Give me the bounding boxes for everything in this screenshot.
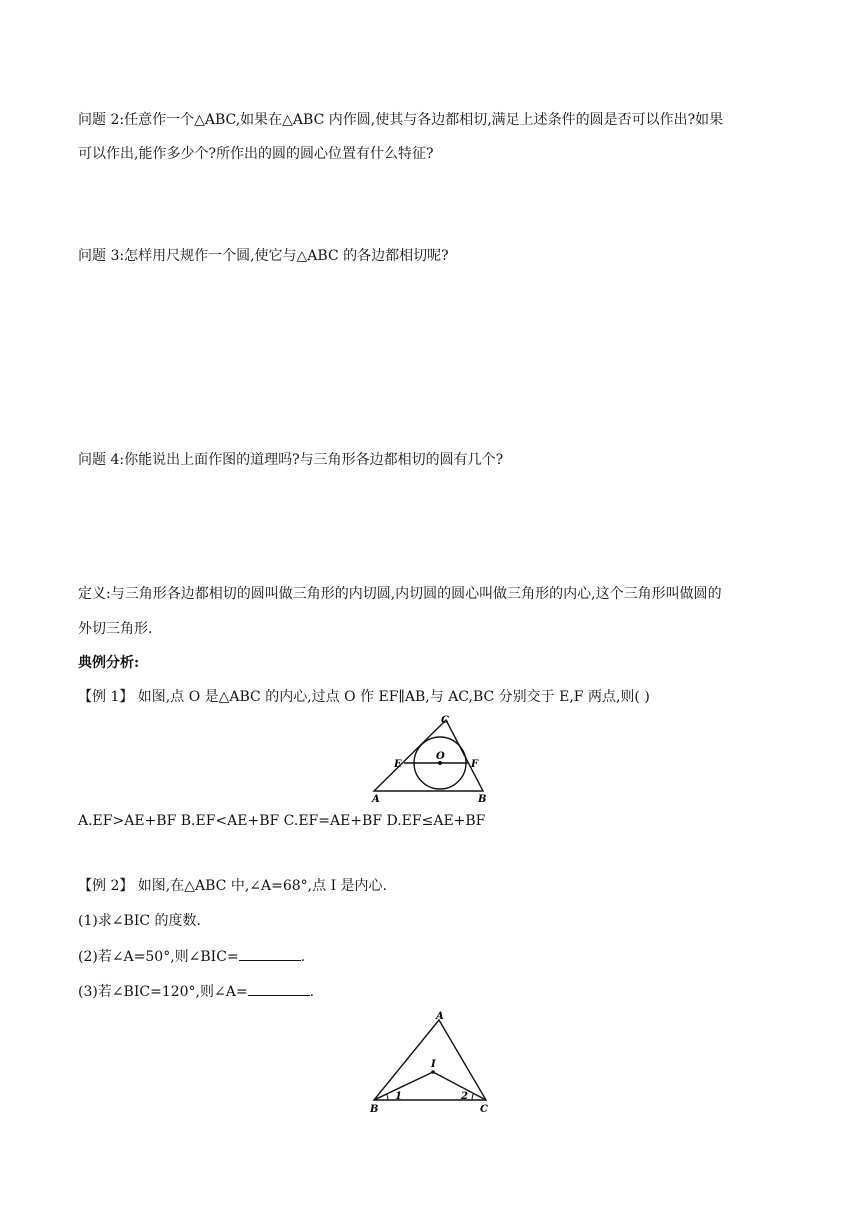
label-a: A bbox=[436, 1011, 444, 1022]
definition-line-2: 外切三角形. bbox=[78, 621, 153, 637]
example-2-figure bbox=[364, 1006, 500, 1118]
label-i: I bbox=[431, 1059, 436, 1070]
label-c: C bbox=[441, 715, 449, 726]
example-1-figure bbox=[366, 710, 496, 806]
label-b: B bbox=[370, 1104, 379, 1115]
label-f: F bbox=[471, 759, 479, 770]
section-title: 典例分析: bbox=[78, 655, 140, 671]
triangle-abc bbox=[374, 1020, 486, 1100]
question-2-line-2: 可以作出,能作多少个?所作出的圆的圆心位置有什么特征? bbox=[78, 146, 434, 162]
label-c: C bbox=[480, 1104, 488, 1115]
example-2-part-3 bbox=[78, 981, 314, 1001]
part-3-suffix: . bbox=[309, 984, 315, 1000]
label-b: B bbox=[478, 794, 487, 805]
example-2-part-2 bbox=[78, 946, 305, 966]
triangle-abc bbox=[374, 720, 483, 791]
angle-1-arc bbox=[387, 1094, 388, 1100]
part-3-prefix: (3)若∠BIC=120°,则∠A= bbox=[78, 984, 248, 1000]
example-1-stem: 【例 1】 如图,点 O 是△ABC 的内心,过点 O 作 EF∥AB,与 AC,BC 分别交于 E,F 两点,则( ) bbox=[78, 689, 650, 705]
question-4: 问题 4:你能说出上面作图的道理吗?与三角形各边都相切的圆有几个? bbox=[78, 452, 504, 468]
label-a: A bbox=[372, 794, 380, 805]
label-e: E bbox=[394, 759, 402, 770]
label-angle-1: 1 bbox=[395, 1091, 402, 1102]
example-2-stem: 【例 2】 如图,在△ABC 中,∠A=68°,点 I 是内心. bbox=[78, 878, 388, 894]
part-2-answer-blank[interactable] bbox=[239, 946, 301, 961]
segment-bi bbox=[374, 1072, 433, 1100]
part-3-answer-blank[interactable] bbox=[248, 981, 310, 996]
example-2-part-1: (1)求∠BIC 的度数. bbox=[78, 913, 201, 929]
definition-line-1: 定义:与三角形各边都相切的圆叫做三角形的内切圆,内切圆的圆心叫做三角形的内心,这个三角形叫做圆的 bbox=[78, 586, 722, 602]
label-o: O bbox=[436, 751, 445, 762]
example-1-options: A.EF>AE+BF B.EF<AE+BF C.EF=AE+BF D.EF≤AE+BF bbox=[78, 813, 486, 829]
part-2-suffix: . bbox=[300, 949, 306, 965]
question-2-line-1: 问题 2:任意作一个△ABC,如果在△ABC 内作圆,使其与各边都相切,满足上述条件的圆是否可以作出?如果 bbox=[78, 112, 724, 128]
part-2-prefix: (2)若∠A=50°,则∠BIC= bbox=[78, 949, 239, 965]
label-angle-2: 2 bbox=[461, 1091, 468, 1102]
angle-2-arc bbox=[472, 1093, 474, 1100]
question-3: 问题 3:怎样用尺规作一个圆,使它与△ABC 的各边都相切呢? bbox=[78, 248, 449, 264]
incenter-point-i bbox=[431, 1070, 435, 1074]
